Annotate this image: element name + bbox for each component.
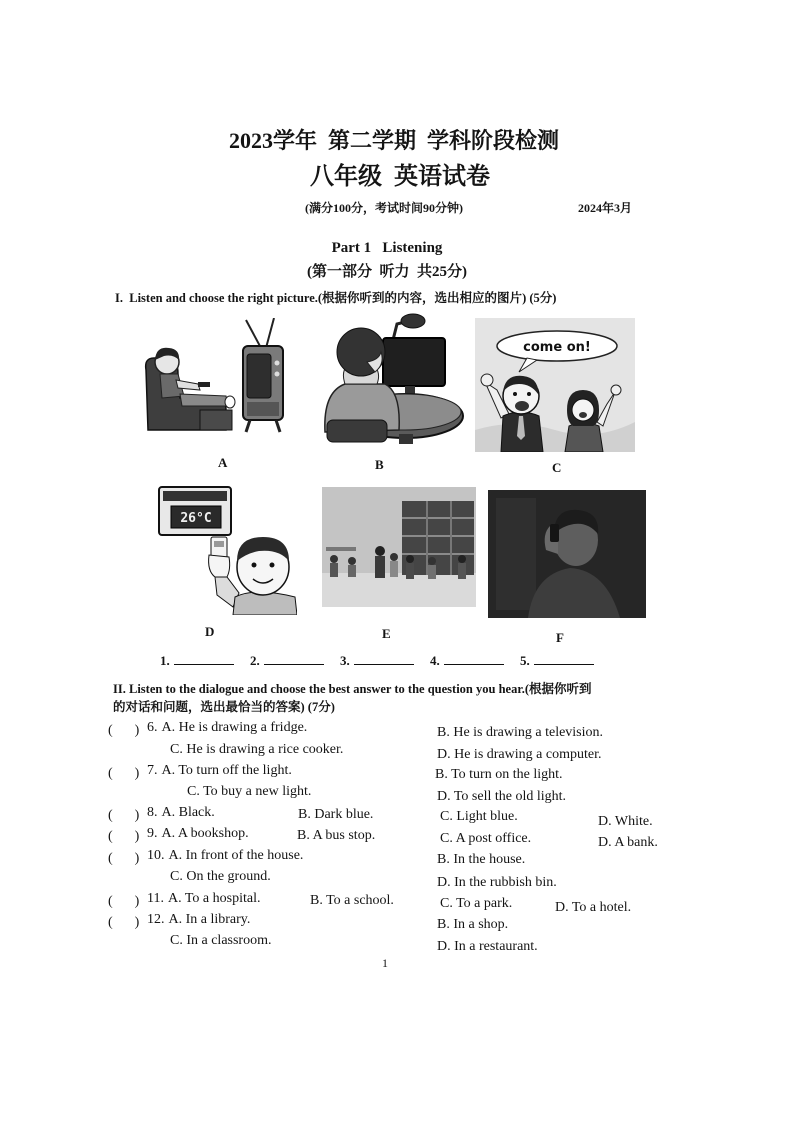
- answer-bracket[interactable]: [108, 912, 139, 931]
- answer-bracket[interactable]: [108, 891, 139, 910]
- question-number: 12.: [147, 912, 165, 927]
- option-b: B. To turn on the light.: [435, 767, 563, 782]
- option-a: A. To turn off the light.: [161, 763, 292, 778]
- answer-blank-5[interactable]: [520, 652, 594, 669]
- question-8: [147, 805, 215, 821]
- bracket-open: (: [108, 851, 113, 866]
- bracket-close: ): [134, 915, 140, 930]
- picture-label-f: F: [556, 630, 564, 645]
- answer-blank-4[interactable]: [430, 652, 504, 669]
- option-c: C. In a classroom.: [170, 933, 272, 948]
- bracket-open: (: [108, 723, 113, 738]
- part-subtitle: (第一部分 听力 共25分): [307, 264, 467, 280]
- bracket-close: ): [134, 851, 140, 866]
- thermostat-panel: [159, 487, 231, 535]
- phone-icon: [550, 524, 559, 542]
- tv-icon: [243, 346, 283, 432]
- speech-bubble-text: come on!: [523, 340, 591, 355]
- option-a: A. In front of the house.: [168, 848, 304, 863]
- bracket-close: ): [134, 808, 140, 823]
- bracket-open: (: [108, 915, 113, 930]
- answer-line[interactable]: [444, 652, 504, 665]
- option-a: A. He is drawing a fridge.: [161, 720, 308, 735]
- boy-figure: [233, 537, 297, 615]
- option-c: C. He is drawing a rice cooker.: [170, 742, 344, 757]
- bracket-close: ): [134, 829, 140, 844]
- section-1-instruction: I. Listen and choose the right picture.(根据你听到的内容，选出相应的图片) (5分): [115, 291, 557, 305]
- air-conditioner-remote-picture: [155, 485, 297, 615]
- option-b: B. A bus stop.: [297, 828, 376, 843]
- answer-line[interactable]: [174, 652, 234, 665]
- option-c: C. Light blue.: [440, 809, 518, 824]
- answer-bracket[interactable]: [108, 848, 139, 867]
- question-9: [147, 826, 249, 842]
- section-2-instruction-line-1: II. Listen to the dialogue and choose the best answer to the question you hear.(根据你听到: [113, 682, 592, 696]
- answer-slot-12[interactable]: [113, 912, 135, 926]
- picture-label-a: A: [218, 455, 228, 470]
- answer-slot-8[interactable]: [113, 805, 135, 819]
- answer-slot-10[interactable]: [113, 848, 135, 862]
- question-10: [147, 848, 303, 864]
- question-number: 9.: [147, 826, 158, 841]
- lamp-icon: [393, 314, 425, 340]
- exam-info: (满分100分，考试时间90分钟): [305, 201, 463, 215]
- bracket-open: (: [108, 894, 113, 909]
- watching-tv-picture: [140, 318, 286, 434]
- part-title: Part 1 Listening: [331, 240, 443, 256]
- exam-title: 2023学年 第二学期 学科阶段检测: [228, 128, 559, 153]
- answer-blank-label: 3.: [340, 653, 350, 668]
- answer-blank-3[interactable]: [340, 652, 414, 669]
- exam-date: 2024年3月: [578, 201, 633, 215]
- option-d: D. He is drawing a computer.: [437, 747, 602, 762]
- option-b: B. To a school.: [310, 893, 394, 908]
- answer-bracket[interactable]: [108, 826, 139, 845]
- bracket-open: (: [108, 766, 113, 781]
- option-d: D. In the rubbish bin.: [437, 875, 557, 890]
- cheering-people-picture: [475, 318, 635, 452]
- bracket-close: ): [134, 894, 140, 909]
- phone-call-photo: [488, 490, 646, 618]
- answer-line[interactable]: [264, 652, 324, 665]
- question-number: 11.: [147, 891, 164, 906]
- option-b: B. Dark blue.: [298, 807, 374, 822]
- question-number: 10.: [147, 848, 165, 863]
- bracket-close: ): [134, 723, 140, 738]
- answer-slot-6[interactable]: [113, 720, 135, 734]
- option-a: A. In a library.: [168, 912, 251, 927]
- answer-slot-11[interactable]: [113, 891, 135, 905]
- exam-subtitle: 八年级 英语试卷: [310, 164, 490, 190]
- section-2-instruction-line-2: 的对话和问题，选出最恰当的答案) (7分): [113, 700, 335, 714]
- answer-blank-label: 1.: [160, 653, 170, 668]
- question-6: [147, 720, 307, 736]
- option-d: D. White.: [598, 814, 653, 829]
- option-b: B. In the house.: [437, 852, 526, 867]
- answer-bracket[interactable]: [108, 763, 139, 782]
- question-number: 8.: [147, 805, 158, 820]
- bracket-open: (: [108, 829, 113, 844]
- picture-label-d: D: [205, 624, 215, 639]
- answer-line[interactable]: [534, 652, 594, 665]
- question-7: [147, 763, 292, 779]
- answer-blank-label: 2.: [250, 653, 260, 668]
- option-c: C. On the ground.: [170, 869, 271, 884]
- option-b: B. In a shop.: [437, 917, 509, 932]
- option-d: D. To a hotel.: [555, 900, 632, 915]
- answer-blank-label: 5.: [520, 653, 530, 668]
- question-11: [147, 891, 260, 907]
- option-d: D. To sell the old light.: [437, 789, 567, 804]
- question-number: 6.: [147, 720, 158, 735]
- library-photo: [322, 487, 476, 607]
- answer-line[interactable]: [354, 652, 414, 665]
- picture-label-c: C: [552, 460, 562, 475]
- page-number: 1: [382, 956, 388, 970]
- answer-slot-9[interactable]: [113, 826, 135, 840]
- question-number: 7.: [147, 763, 158, 778]
- answer-bracket[interactable]: [108, 720, 139, 739]
- answer-bracket[interactable]: [108, 805, 139, 824]
- answer-slot-7[interactable]: [113, 763, 135, 777]
- option-a: A. Black.: [161, 805, 215, 820]
- option-c: C. To buy a new light.: [187, 784, 312, 799]
- option-d: D. A bank.: [598, 835, 658, 850]
- picture-label-b: B: [375, 457, 384, 472]
- picture-label-e: E: [382, 626, 391, 641]
- bracket-close: ): [134, 766, 140, 781]
- answer-blank-2[interactable]: [250, 652, 324, 669]
- option-a: A. To a hospital.: [167, 891, 261, 906]
- option-c: C. To a park.: [440, 896, 513, 911]
- temperature-display: 26°C: [180, 511, 212, 526]
- answer-blank-1[interactable]: [160, 652, 234, 669]
- using-computer-picture: [305, 312, 465, 446]
- option-d: D. In a restaurant.: [437, 939, 538, 954]
- option-c: C. A post office.: [440, 831, 532, 846]
- question-12: [147, 912, 250, 928]
- bracket-open: (: [108, 808, 113, 823]
- answer-blank-label: 4.: [430, 653, 440, 668]
- option-b: B. He is drawing a television.: [437, 725, 604, 740]
- option-a: A. A bookshop.: [161, 826, 249, 841]
